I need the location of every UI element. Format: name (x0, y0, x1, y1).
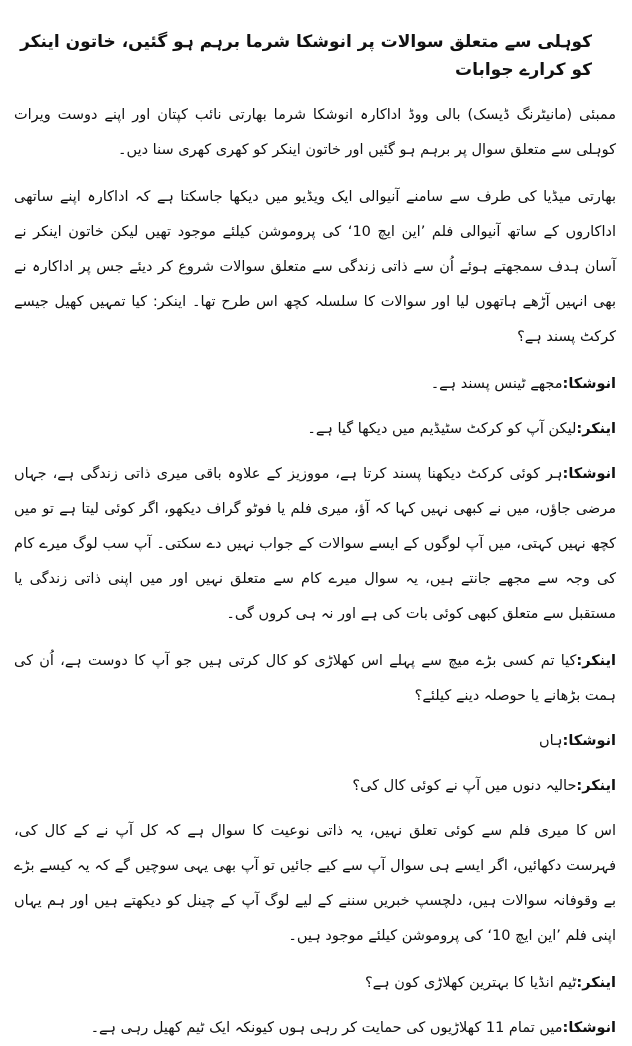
article-headline: کوہلی سے متعلق سوالات پر انوشکا شرما برہم ہو گئیں، خاتون اینکر کو کرارے جوابات (20, 32, 592, 80)
dialogue-text: حالیہ دنوں میں آپ نے کوئی کال کی؟ (352, 778, 577, 794)
paragraph-text: بھارتی میڈیا کی طرف سے سامنے آنیوالی ایک ویڈیو میں دیکھا جاسکتا ہے کہ اداکارہ اپنے ساتھی اداکاروں کے ساتھ آنیوالی فلم ’این ایچ 10‘ کی پروموشن کیلئے موجود تھیں لیکن خاتون اینکر نے آسان ہدف سمجھتے ہوئے اُن سے ذاتی زندگی سے متعلق سوالات شروع کر دیئے جس پر اداکارہ نے بھی انہیں آڑھے ہاتھوں لیا اور سوالات کا سلسلہ کچھ اس طرح تھا۔ اینکر: کیا تمہیں کھیل جیسے کرکٹ پسند ہے؟ (14, 189, 616, 345)
dialogue-line (14, 1011, 616, 1046)
dialogue-text: ٹیم انڈیا کا بہترین کھلاڑی کون ہے؟ (364, 975, 577, 991)
paragraph-context (14, 180, 616, 355)
speaker-label: اینکر: (576, 975, 616, 991)
dialogue-text: مجھے ٹینس پسند ہے۔ (430, 376, 563, 392)
paragraph-text: ممبئی (مانیٹرنگ ڈیسک) بالی ووڈ اداکارہ انوشکا شرما بھارتی نائب کپتان اور اپنے دوست ویرات کوہلی سے متعلق سوال پر برہم ہو گئیں اور خاتون اینکر کو کھری کھری سنا دیں۔ (14, 107, 616, 158)
paragraph-reply (14, 814, 616, 954)
paragraph-intro (14, 98, 616, 168)
dialogue-line (14, 644, 616, 714)
dialogue-line (14, 367, 616, 402)
speaker-label: انوشکا: (562, 733, 616, 749)
speaker-label: انوشکا: (562, 376, 616, 392)
speaker-label: انوشکا: (562, 466, 616, 482)
dialogue-line (14, 412, 616, 447)
dialogue-text: میں تمام 11 کھلاڑیوں کی حمایت کر رہی ہوں کیونکہ ایک ٹیم کھیل رہی ہے۔ (90, 1020, 563, 1036)
dialogue-line (14, 966, 616, 1001)
dialogue-line (14, 769, 616, 804)
dialogue-text: لیکن آپ کو کرکٹ سٹیڈیم میں دیکھا گیا ہے۔ (307, 421, 577, 437)
speaker-label: اینکر: (576, 778, 616, 794)
dialogue-text: ہاں (538, 733, 563, 749)
dialogue-line (14, 457, 616, 632)
speaker-label: اینکر: (576, 653, 616, 669)
speaker-label: اینکر: (576, 421, 616, 437)
speaker-label: انوشکا: (562, 1020, 616, 1036)
dialogue-text: کیا تم کسی بڑے میچ سے پہلے اس کھلاڑی کو کال کرتی ہیں جو آپ کا دوست ہے، اُن کی ہمت بڑھانے یا حوصلہ دینے کیلئے؟ (14, 653, 616, 704)
paragraph-text: اس کا میری فلم سے کوئی تعلق نہیں، یہ ذاتی نوعیت کا سوال ہے کہ کل آپ نے کے کال کی، فہرست دکھائیں، اگر ایسے ہی سوال آپ سے کیے جائیں تو آپ بھی یہی سوچیں گے کہ یہ کیسے بڑے بے وقوفانہ سوالات ہیں، دلچسپ خبریں سننے کے لیے لوگ آپ کے چینل کو دیکھتے ہیں اور ہم یہاں اپنی فلم ’این ایچ 10‘ کی پروموشن کیلئے موجود ہیں۔ (14, 823, 616, 944)
dialogue-text: ہر کوئی کرکٹ دیکھنا پسند کرتا ہے، مووزیز کے علاوہ باقی میری ذاتی زندگی ہے، جہاں مرضی جاﺅں، میں نے کبھی نہیں کہا کہ آﺅ، میری فلم یا فوٹو گراف دیکھو، اگر کوئی لیتا ہے تو میں کچھ نہیں کہتی، میں آپ لوگوں کے ایسے سوالات کے جواب نہیں دے سکتی۔ آپ سب لوگ میرے کام کی وجہ سے مجھے جانتے ہیں، یہ سوال میرے کام سے متعلق نہیں اور میں اپنی ذاتی زندگی یا مستقبل سے متعلق کبھی کوئی بات کی ہے اور نہ ہی کروں گی۔ (14, 466, 616, 622)
dialogue-line (14, 724, 616, 759)
